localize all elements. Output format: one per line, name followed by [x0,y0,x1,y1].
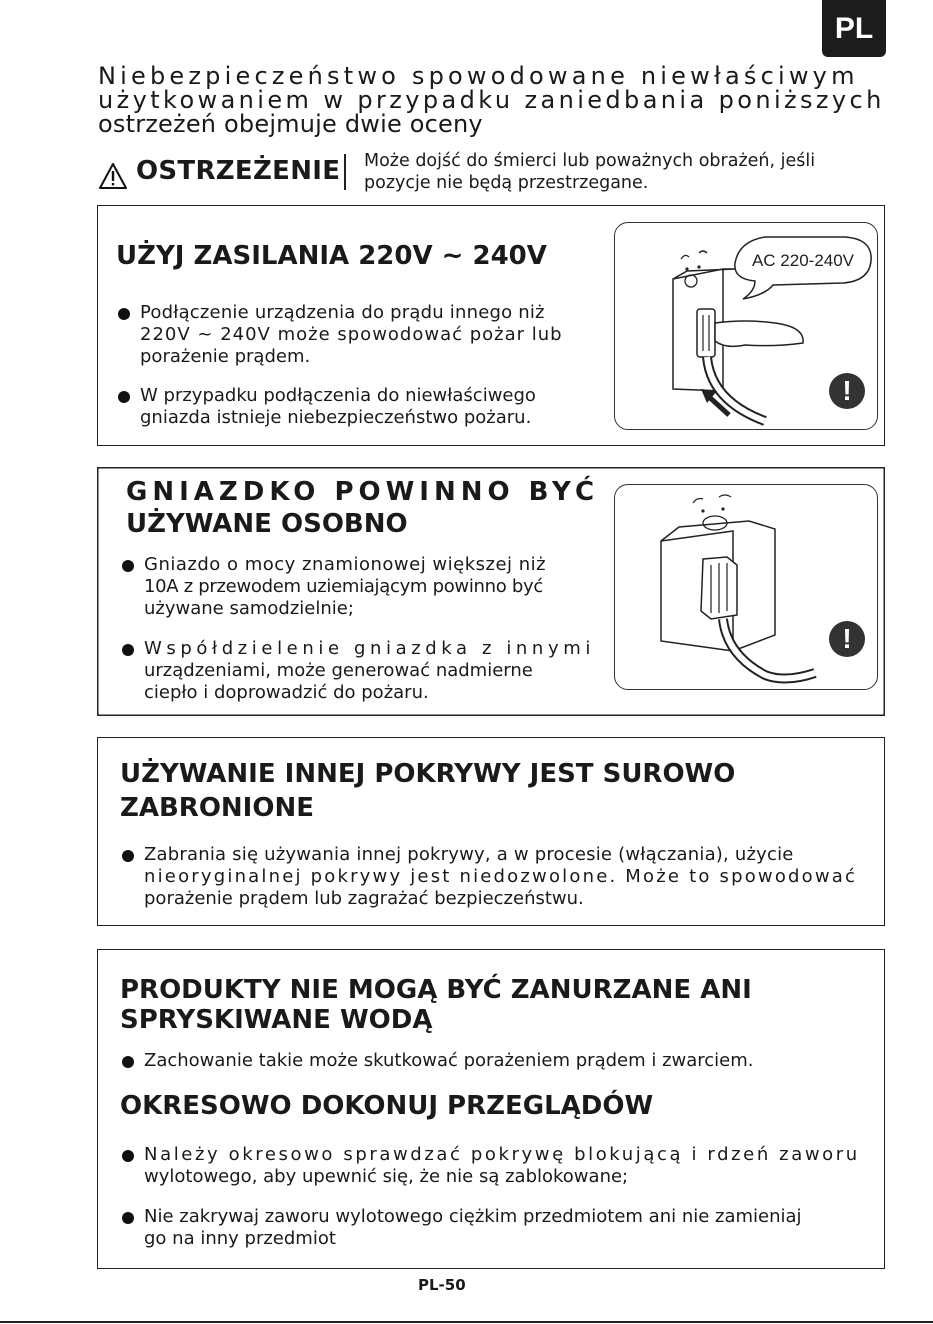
text-line: Zachowanie takie może skutkować porażeniem prądem i zwarciem. [144,1050,754,1071]
title-line: użytkowaniem w przypadku zaniedbania poniższych [98,86,885,114]
bullet-icon [122,1150,134,1162]
section-heading: UŻYJ ZASILANIA 220V ~ 240V [116,241,547,271]
text-line: go na inny przedmiot [144,1228,336,1249]
power-outlet-icon [615,485,877,689]
text-line: porażenie prądem. [140,346,311,367]
text-line: Zabrania się używania innej pokrywy, a w procesie (włączania), użycie [144,844,794,865]
section-heading: GNIAZDKO POWINNO BYĆ [126,477,600,507]
list-item-text [144,844,857,910]
section-subheading: OKRESOWO DOKONUJ PRZEGLĄDÓW [120,1091,654,1121]
text-line: Nie zakrywaj zaworu wylotowego ciężkim przedmiotem ani nie zamieniaj [144,1206,802,1227]
bullet-icon [122,1212,134,1224]
bullet-icon [122,1056,134,1068]
list-item-text [140,385,536,429]
list-item-text [144,1050,754,1072]
warning-triangle-icon [98,162,128,190]
text-line: urządzeniami, może generować nadmierne [144,660,533,681]
list-item-text [144,1206,802,1250]
voltage-label: AC 220-240V [751,251,855,270]
list-item-text [140,302,563,368]
outlet-voltage-illustration [614,222,878,430]
page-number: PL-50 [418,1276,466,1294]
exclamation-icon: ! [842,375,852,406]
section-dedicated-outlet [97,467,885,716]
warning-legend [98,150,888,200]
list-item-text [144,638,595,704]
section-cover [97,737,885,926]
bullet-icon [122,560,134,572]
bullet-icon [122,850,134,862]
language-badge: PL [822,0,886,57]
bullet-icon [122,644,134,656]
list-item-text [144,1144,860,1188]
text-line: porażenie prądem lub zagrażać bezpieczeństwu. [144,888,584,909]
outlet-plug-illustration [614,484,878,690]
text-line: 10A z przewodem uziemiającym powinno być [144,576,543,597]
warning-description [364,150,894,194]
text-line: wylotowego, aby upewnić się, że nie są zablokowane; [144,1166,629,1187]
divider [344,154,346,190]
text-line: 220V ~ 240V może spowodować pożar lub [140,324,563,345]
page-title [98,64,888,136]
text-line: gniazda istnieje niebezpieczeństwo pożaru. [140,407,532,428]
list-item-text [144,554,546,620]
bullet-icon [118,391,130,403]
section-heading: PRODUKTY NIE MOGĄ BYĆ ZANURZANE ANI [120,975,752,1005]
section-heading: ZABRONIONE [120,793,314,823]
section-water-and-inspection [97,949,885,1269]
warning-label: OSTRZEŻENIE [136,156,341,186]
title-line: ostrzeżeń obejmuje dwie oceny [98,110,483,138]
section-heading: UŻYWANE OSOBNO [126,509,408,539]
exclamation-icon: ! [842,623,852,654]
text-line: Współdzielenie gniazdka z innymi [144,638,595,659]
divider [0,1321,933,1323]
text-line: Może dojść do śmierci lub poważnych obrażeń, jeśli [364,151,816,171]
text-line: nieoryginalnej pokrywy jest niedozwolone. Może to spowodować [144,866,858,887]
section-heading: SPRYSKIWANE WODĄ [120,1005,433,1035]
text-line: pozycje nie będą przestrzegane. [364,173,649,193]
bullet-icon [118,308,130,320]
text-line: używane samodzielnie; [144,598,354,619]
text-line: Podłączenie urządzenia do prądu innego niż [140,302,545,323]
section-heading: UŻYWANIE INNEJ POKRYWY JEST SUROWO [120,759,736,789]
text-line: W przypadku podłączenia do niewłaściwego [140,385,536,406]
title-line: Niebezpieczeństwo spowodowane niewłaściwym [98,62,859,90]
text-line: Należy okresowo sprawdzać pokrywę blokującą i rdzeń zaworu [144,1144,860,1165]
text-line: ciepło i doprowadzić do pożaru. [144,682,429,703]
text-line: Gniazdo o mocy znamionowej większej niż [144,554,547,575]
section-voltage [97,205,885,446]
